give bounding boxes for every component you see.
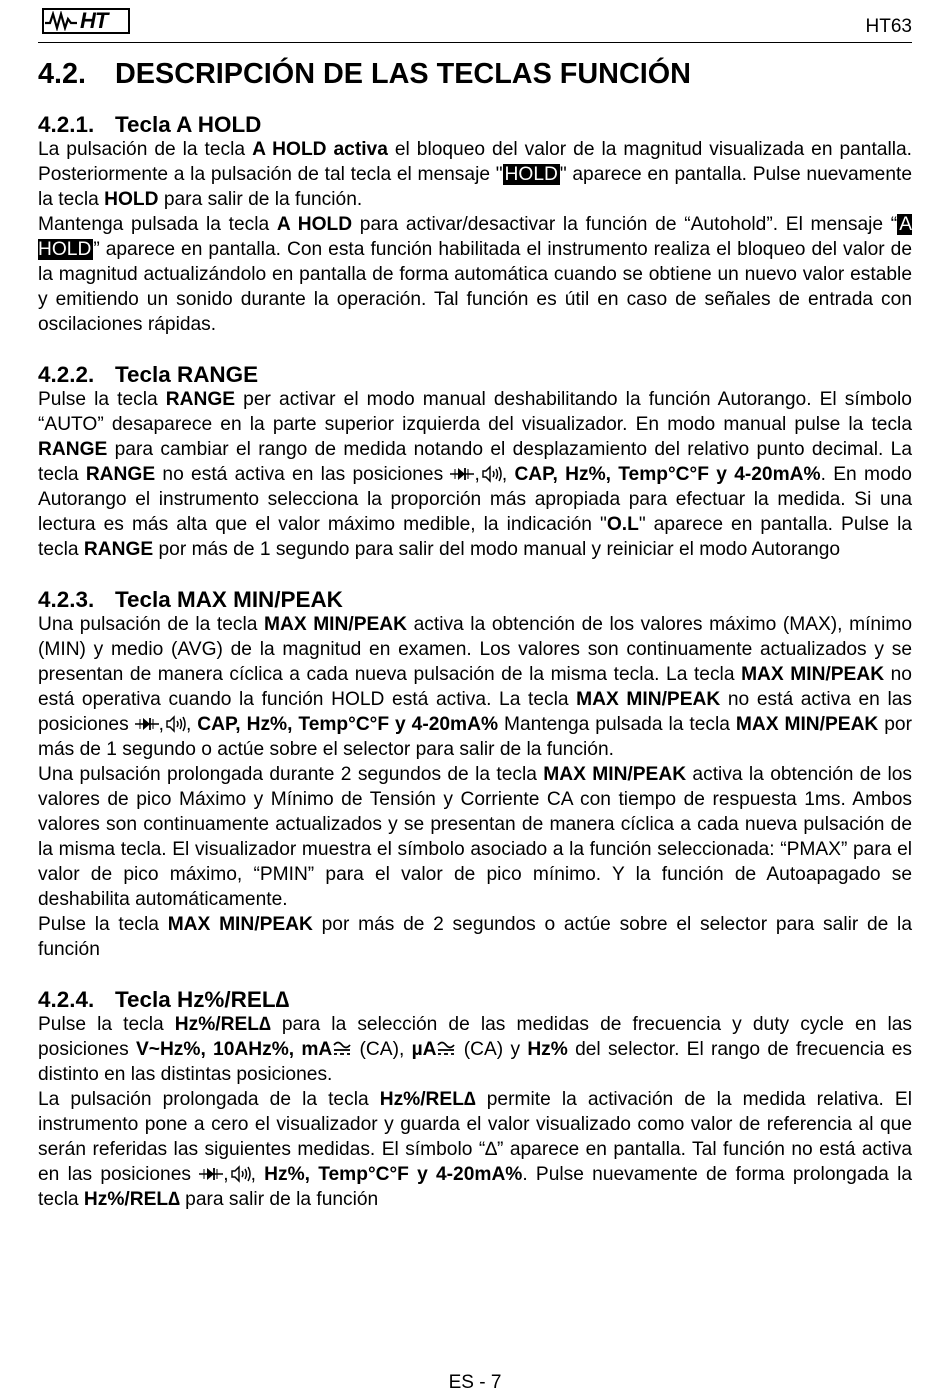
paragraph: Pulse la tecla Hz%/REL∆ para la selección de las medidas de frecuencia y duty cycle en las posiciones V~Hz%, 10AHz%, mA (CA), µA (CA) y Hz% del selector. El rango de frecuencia es distinto en las distintas posiciones. (38, 1014, 912, 1085)
page-content (38, 58, 913, 1212)
paragraph: Una pulsación de la tecla MAX MIN/PEAK activa la obtención de los valores máximo (MAX), mínimo (MIN) y medio (AVG) de la magnitud en examen. Los valores son continuamente actualizados y se presentan de manera cíclica a cada nueva pulsación de la misma tecla. La tecla MAX MIN/PEAK no está operativa cuando la función HOLD está activa. La tecla MAX MIN/PEAK no está activa en las posiciones , , CAP, Hz%, Temp°C°F y 4-20mA% Mantenga pulsada la tecla MAX MIN/PEAK por más de 1 segundo o actúe sobre el selector para salir de la función. (38, 614, 913, 760)
waveform-icon (44, 11, 78, 31)
paragraph: La pulsación prolongada de la tecla Hz%/REL∆ permite la activación de la medida relativa. El instrumento pone a cero el visualizador y guarda el valor visualizado como valor de referencia al que serán referidas las siguientes medidas. El símbolo “∆” aparece en pantalla. Tal función no está activa en las posiciones , , Hz%, Temp°C°F y 4-20mA%. Pulse nuevamente de forma prolongada la tecla Hz%/REL∆ para salir de la función (38, 1089, 913, 1210)
logo-text: HT (80, 8, 108, 33)
ht-logo (42, 8, 130, 34)
hold-display-label: HOLD (504, 164, 558, 185)
ac-dc-icon (436, 1040, 456, 1058)
paragraph: La pulsación de la tecla A HOLD activa el bloqueo del valor de la magnitud visualizada en pantalla. Posteriormente a la pulsación de tal tecla el mensaje " HOLD " aparece en pantalla. Pulse nuevamente la tecla HOLD para salir de la función. (38, 139, 913, 210)
paragraph: Pulse la tecla MAX MIN/PEAK por más de 2 segundos o actúe sobre el selector para salir de la función (38, 914, 912, 960)
paragraph: Mantenga pulsada la tecla A HOLD para activar/desactivar la función de “Autohold”. El mensaje “ A HOLD ” aparece en pantalla. Con esta función habilitada el instrumento realiza el bloqueo del valor de la magnitud actualizándolo en pantalla de forma automática cuando se obtiene un nuevo valor estable y emitiendo un sonido durante la operación. Tal función es útil en caso de señales de entrada con oscilaciones rápidas. (38, 214, 912, 335)
subsection-heading-a-hold: 4.2.1. Tecla A HOLD (38, 112, 262, 137)
ac-dc-icon (332, 1040, 352, 1058)
paragraph: Una pulsación prolongada durante 2 segundos de la tecla MAX MIN/PEAK activa la obtención de los valores de pico Máximo y Mínimo de Tensión y Corriente CA con tiempo de respuesta 1ms. Ambos valores son continuamente actualizados y se presentan de manera cíclica a cada nueva pulsación de la misma tecla. El visualizador muestra el símbolo asociado a la función seleccionada: “PMAX” para el valor de pico máximo, “PMIN” para el valor de pico mínimo. Y la función de Autoapagado se deshabilita automáticamente. (38, 764, 912, 910)
a-hold-display-label: A HOLD (38, 214, 912, 260)
diode-icon (199, 1165, 223, 1183)
paragraph: Pulse la tecla RANGE per activar el modo manual deshabilitando la función Autorango. El símbolo “AUTO” desaparece en la parte superior izquierda del visualizador. En modo manual pulse la tecla RANGE para cambiar el rango de medida notando el desplazamiento del relativo punto decimal. La tecla RANGE no está activa en las posiciones , , CAP, Hz%, Temp°C°F y 4-20mA%. En modo Autorango el instrumento selecciona la proporción más apropiada para efectuar la medida. Si una lectura es más alta que el valor máximo medible, la indicación "O.L" aparece en pantalla. Pulse la tecla RANGE por más de 1 segundo para salir del modo manual y reiniciar el modo Autorango (38, 389, 912, 560)
diode-icon (450, 465, 474, 483)
document-code: HT63 (865, 16, 912, 37)
continuity-icon (164, 715, 186, 733)
subsection-heading-hz-rel: 4.2.4. Tecla Hz%/REL∆ (38, 987, 290, 1012)
page-header (38, 6, 912, 43)
continuity-icon (480, 465, 502, 483)
section-heading: 4.2. DESCRIPCIÓN DE LAS TECLAS FUNCIÓN (38, 58, 691, 90)
subsection-heading-range: 4.2.2. Tecla RANGE (38, 362, 259, 387)
subsection-heading-max-min-peak: 4.2.3. Tecla MAX MIN/PEAK (38, 587, 343, 612)
continuity-icon (229, 1165, 251, 1183)
diode-icon (135, 715, 159, 733)
page-number: ES - 7 (448, 1372, 502, 1393)
